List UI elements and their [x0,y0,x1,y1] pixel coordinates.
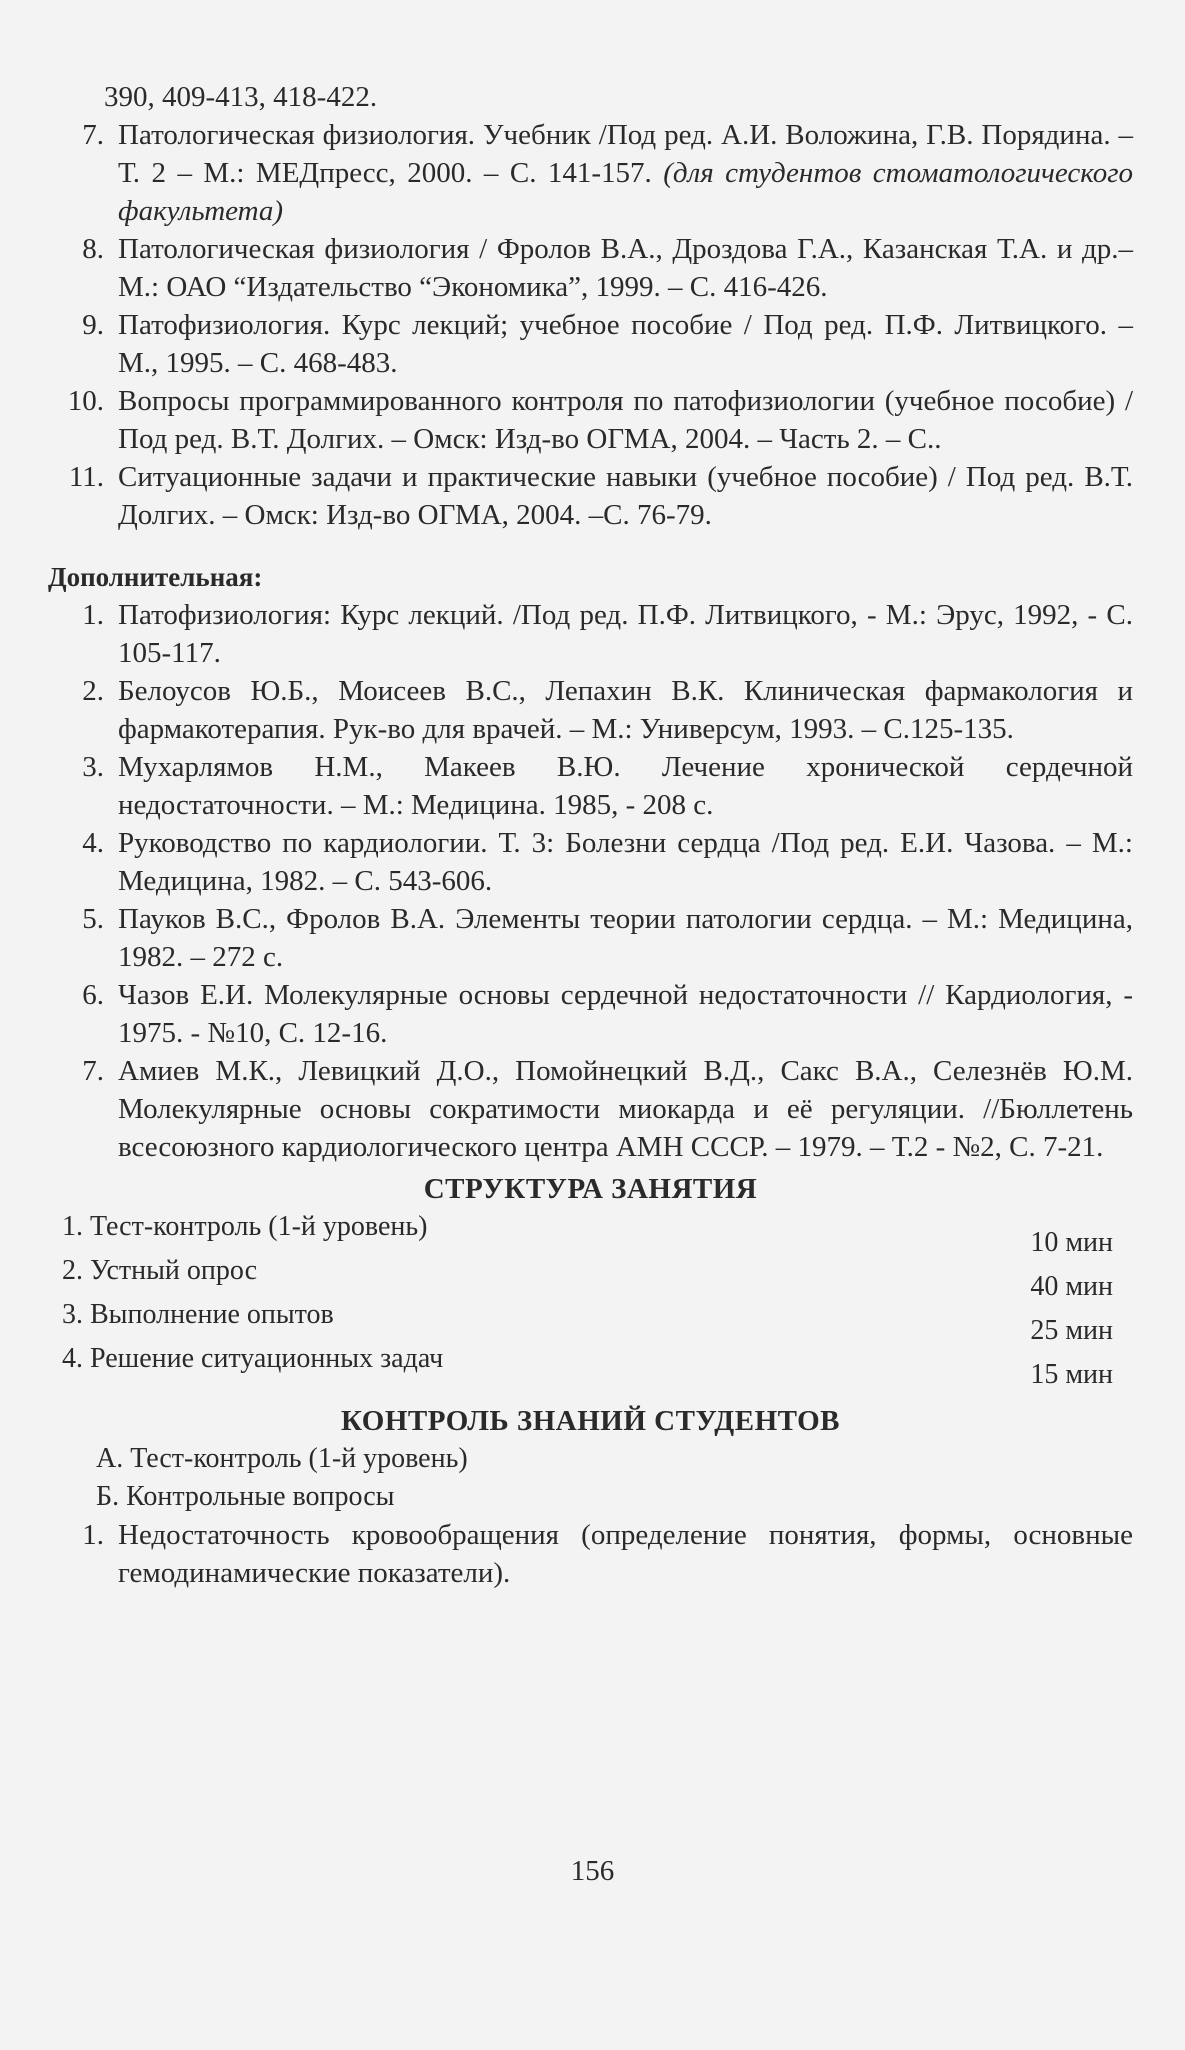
item-number: 6. [82,979,104,1011]
structure-time: 25 мин [1030,1315,1113,1346]
item-number: 1. [82,599,104,631]
item-text [118,116,1133,230]
item-text [118,900,1133,976]
structure-time: 40 мин [1030,1271,1113,1302]
additional-heading: Дополнительная: [48,562,263,592]
structure-row [48,1296,1133,1346]
item-number: 1. [82,1519,104,1551]
item-text [118,596,1133,672]
item-citation: Патологическая физиология / Фролов В.А., Дроздова Г.А., Казанская Т.А. и др.– М.: ОАО “Издательство “Экономика”, 1999. – С. 416-426. [118,233,1133,303]
reference-item [48,976,1133,1052]
structure-label: 2. Устный опрос [62,1255,258,1286]
item-text [118,306,1133,382]
reference-item [48,116,1133,230]
questions-list [48,1516,1133,1592]
control-heading: КОНТРОЛЬ ЗНАНИЙ СТУДЕНТОВ [340,1405,841,1437]
reference-item [48,824,1133,900]
item-number: 7. [82,1055,104,1087]
item-citation: Амиев М.К., Левицкий Д.О., Помойнецкий В.Д., Сакс В.А., Селезнёв Ю.М. Молекулярные основы сократимости миокарда и её регуляции. //Бюллетень всесоюзного кардиологического центра АМН СССР. – 1979. – Т.2 - №2, С. 7-21. [118,1055,1133,1163]
item-number: 7. [82,119,104,151]
item-text [118,976,1133,1052]
item-text [118,382,1133,458]
reference-item [48,672,1133,748]
item-citation: Ситуационные задачи и практические навыки (учебное пособие) / Под ред. В.Т. Долгих. – Омск: Изд-во ОГМА, 2004. –С. 76-79. [118,461,1133,531]
item-citation: Пауков В.С., Фролов В.А. Элементы теории патологии сердца. – М.: Медицина, 1982. – 272 с. [118,903,1133,973]
reference-item [48,748,1133,824]
reference-item [48,900,1133,976]
structure-label: 4. Решение ситуационных задач [62,1343,444,1374]
item-text [118,824,1133,900]
item-note: (для студентов стоматологического факультета) [118,157,1134,227]
item-citation: Вопросы программированного контроля по патофизиологии (учебное пособие) / Под ред. В.Т. Долгих. – Омск: Изд-во ОГМА, 2004. – Часть 2. – С.. [118,385,1133,455]
item-text [118,748,1133,824]
item-text [118,230,1133,306]
item-number: 5. [82,903,104,935]
main-literature-list [48,116,1133,534]
item-number: 8. [82,233,104,265]
control-a: А. Тест-контроль (1-й уровень) [96,1443,468,1474]
question-item [48,1516,1133,1592]
item-citation: Руководство по кардиологии. Т. 3: Болезни сердца /Под ред. Е.И. Чазова. – М.: Медицина, 1982. – С. 543-606. [118,827,1133,897]
additional-literature-list [48,596,1133,1166]
item-text [118,1516,1133,1592]
item-citation: Белоусов Ю.Б., Моисеев В.С., Лепахин В.К. Клиническая фармакология и фармакотерапия. Рук-во для врачей. – М.: Универсум, 1993. – С.125-135. [118,675,1133,745]
structure-time: 15 мин [1030,1359,1113,1390]
item-number: 11. [68,461,104,493]
item-number: 2. [82,675,104,707]
page-content [48,78,1133,1592]
reference-item [48,230,1133,306]
item-citation: Чазов Е.И. Молекулярные основы сердечной недостаточности // Кардиология, - 1975. - №10, С. 12-16. [118,979,1133,1049]
item-citation: Недостаточность кровообращения (определение понятия, формы, основные гемодинамические показатели). [118,1519,1133,1589]
item-number: 10. [67,385,104,417]
reference-item [48,1052,1133,1166]
continuation-text: 390, 409-413, 418-422. [104,81,378,113]
item-citation: Патологическая физиология. Учебник /Под ред. А.И. Воложина, Г.В. Порядина. – Т. 2 – М.: МЕДпресс, 2000. – С. 141-157. [118,119,1133,189]
item-number: 9. [82,309,104,341]
structure-row [48,1208,1133,1258]
page-number: 156 [570,1855,615,1887]
structure-label: 3. Выполнение опытов [62,1299,334,1330]
structure-label: 1. Тест-контроль (1-й уровень) [62,1211,428,1242]
structure-heading: СТРУКТУРА ЗАНЯТИЯ [423,1173,758,1205]
item-number: 4. [82,827,104,859]
structure-time: 10 мин [1030,1227,1113,1258]
item-citation: Патофизиология. Курс лекций; учебное пособие / Под ред. П.Ф. Литвицкого. – М., 1995. – С. 468-483. [118,309,1133,379]
item-citation: Мухарлямов Н.М., Макеев В.Ю. Лечение хронической сердечной недостаточности. – М.: Медицина. 1985, - 208 с. [118,751,1133,821]
item-text [118,672,1133,748]
item-text [118,1052,1133,1166]
reference-item [48,306,1133,382]
item-number: 3. [82,751,104,783]
structure-table [48,1208,1133,1390]
item-citation: Патофизиология: Курс лекций. /Под ред. П.Ф. Литвицкого, - М.: Эрус, 1992, - С. 105-117. [118,599,1133,669]
reference-item [48,382,1133,458]
control-b: Б. Контрольные вопросы [96,1481,395,1512]
structure-row [48,1340,1133,1390]
reference-item [48,458,1133,534]
reference-item [48,596,1133,672]
item-text [118,458,1133,534]
structure-row [48,1252,1133,1302]
